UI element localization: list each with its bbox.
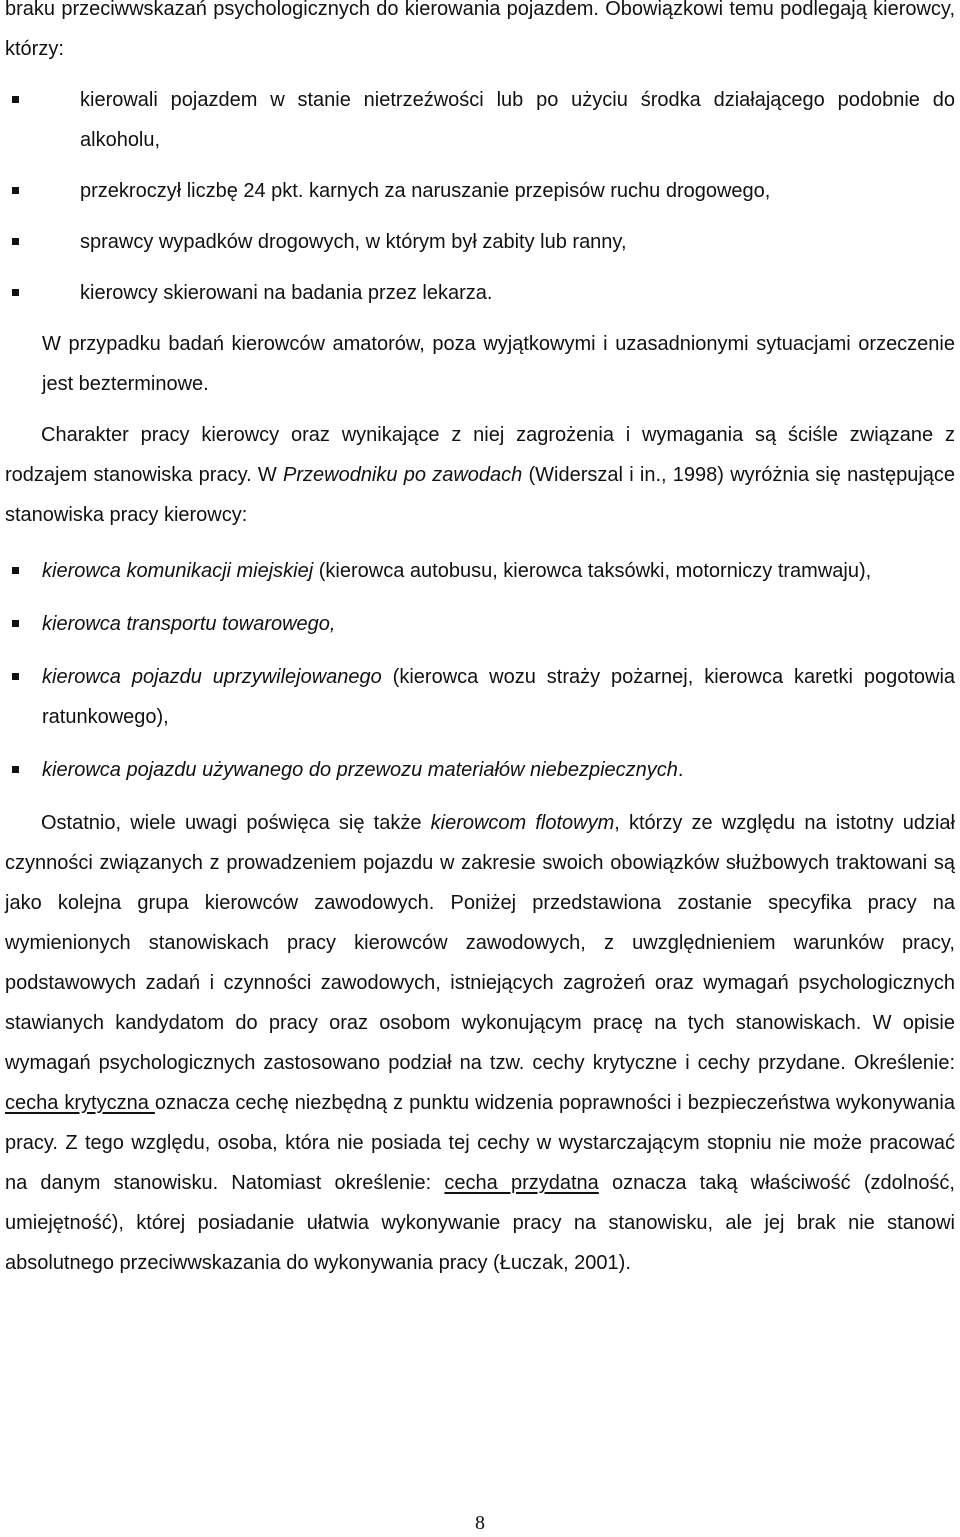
list-item: kierowcy skierowani na badania przez lekarza. bbox=[80, 273, 955, 313]
square-bullet-icon bbox=[12, 96, 19, 103]
job-character-paragraph: Charakter pracy kierowcy oraz wynikające z niej zagrożenia i wymagania są ściśle związane z rodzajem stanowiska pracy. W Przewodniku po zawodach (Widerszal i in., 1998) wyróżnia się następujące stanowiska pracy kierowcy: bbox=[5, 424, 956, 526]
text-body bbox=[5, 0, 955, 1283]
intro-paragraph: braku przeciwwskazań psychologicznych do kierowania pojazdem. Obowiązkowi temu podlegają kierowcy, którzy: bbox=[5, 0, 955, 60]
square-bullet-icon bbox=[12, 289, 19, 296]
list-item: sprawcy wypadków drogowych, w którym był zabity lub ranny, bbox=[80, 222, 955, 262]
term-critical-trait: cecha krytyczna bbox=[5, 1092, 155, 1114]
list-item: kierowali pojazdem w stanie nietrzeźwości lub po użyciu środka działającego podobnie do alkoholu, bbox=[80, 80, 955, 160]
square-bullet-icon bbox=[12, 187, 19, 194]
square-bullet-icon bbox=[12, 620, 19, 627]
book-title: Przewodniku po zawodach bbox=[283, 464, 523, 486]
square-bullet-icon bbox=[12, 766, 19, 773]
positions-list bbox=[5, 551, 955, 790]
amateurs-paragraph: W przypadku badań kierowców amatorów, poza wyjątkowymi i uzasadnionymi sytuacjami orzeczenie jest bezterminowe. bbox=[42, 333, 955, 395]
list-item: kierowca pojazdu uprzywilejowanego (kierowca wozu straży pożarnej, kierowca karetki pogotowia ratunkowego), bbox=[42, 657, 955, 737]
term-useful-trait: cecha przydatna bbox=[444, 1172, 599, 1194]
list-item: kierowca transportu towarowego, bbox=[42, 604, 955, 644]
requirements-list bbox=[5, 80, 955, 313]
square-bullet-icon bbox=[12, 673, 19, 680]
page-number: 8 bbox=[475, 1512, 485, 1534]
square-bullet-icon bbox=[12, 567, 19, 574]
closing-paragraph: Ostatnio, wiele uwagi poświęca się także kierowcom flotowym, którzy ze względu na istotny udział czynności związanych z prowadzeniem pojazdu w zakresie swoich obowiązków służbowych traktowani są jako kolejna grupa kierowców zawodowych. Poniżej przedstawiona zostanie specyfika pracy na wymienionych stanowiskach pracy kierowców zawodowych, z uwzględnieniem warunków pracy, podstawowych zadań i czynności zawodowych, istniejących zagrożeń oraz wymagań psychologicznych stawianych kandydatom do pracy oraz osobom wykonującym pracę na tych stanowiskach. W opisie wymagań psychologicznych zastosowano podział na tzw. cechy krytyczne i cechy przydane. Określenie: cecha krytyczna oznacza cechę niezbędną z punktu widzenia poprawności i bezpieczeństwa wykonywania pracy. Z tego względu, osoba, która nie posiada tej cechy w wystarczającym stopniu nie może pracować na danym stanowisku. Natomiast określenie: cecha przydatna oznacza taką właściwość (zdolność, umiejętność), której posiadanie ułatwia wykonywanie pracy na stanowisku, ale jej brak nie stanowi absolutnego przeciwwskazania do wykonywania pracy (Łuczak, 2001). bbox=[5, 812, 955, 1274]
square-bullet-icon bbox=[12, 238, 19, 245]
list-item: przekroczył liczbę 24 pkt. karnych za naruszanie przepisów ruchu drogowego, bbox=[80, 171, 955, 211]
list-item: kierowca komunikacji miejskiej (kierowca autobusu, kierowca taksówki, motorniczy tramwaju), bbox=[42, 551, 955, 591]
list-item: kierowca pojazdu używanego do przewozu materiałów niebezpiecznych. bbox=[42, 750, 955, 790]
